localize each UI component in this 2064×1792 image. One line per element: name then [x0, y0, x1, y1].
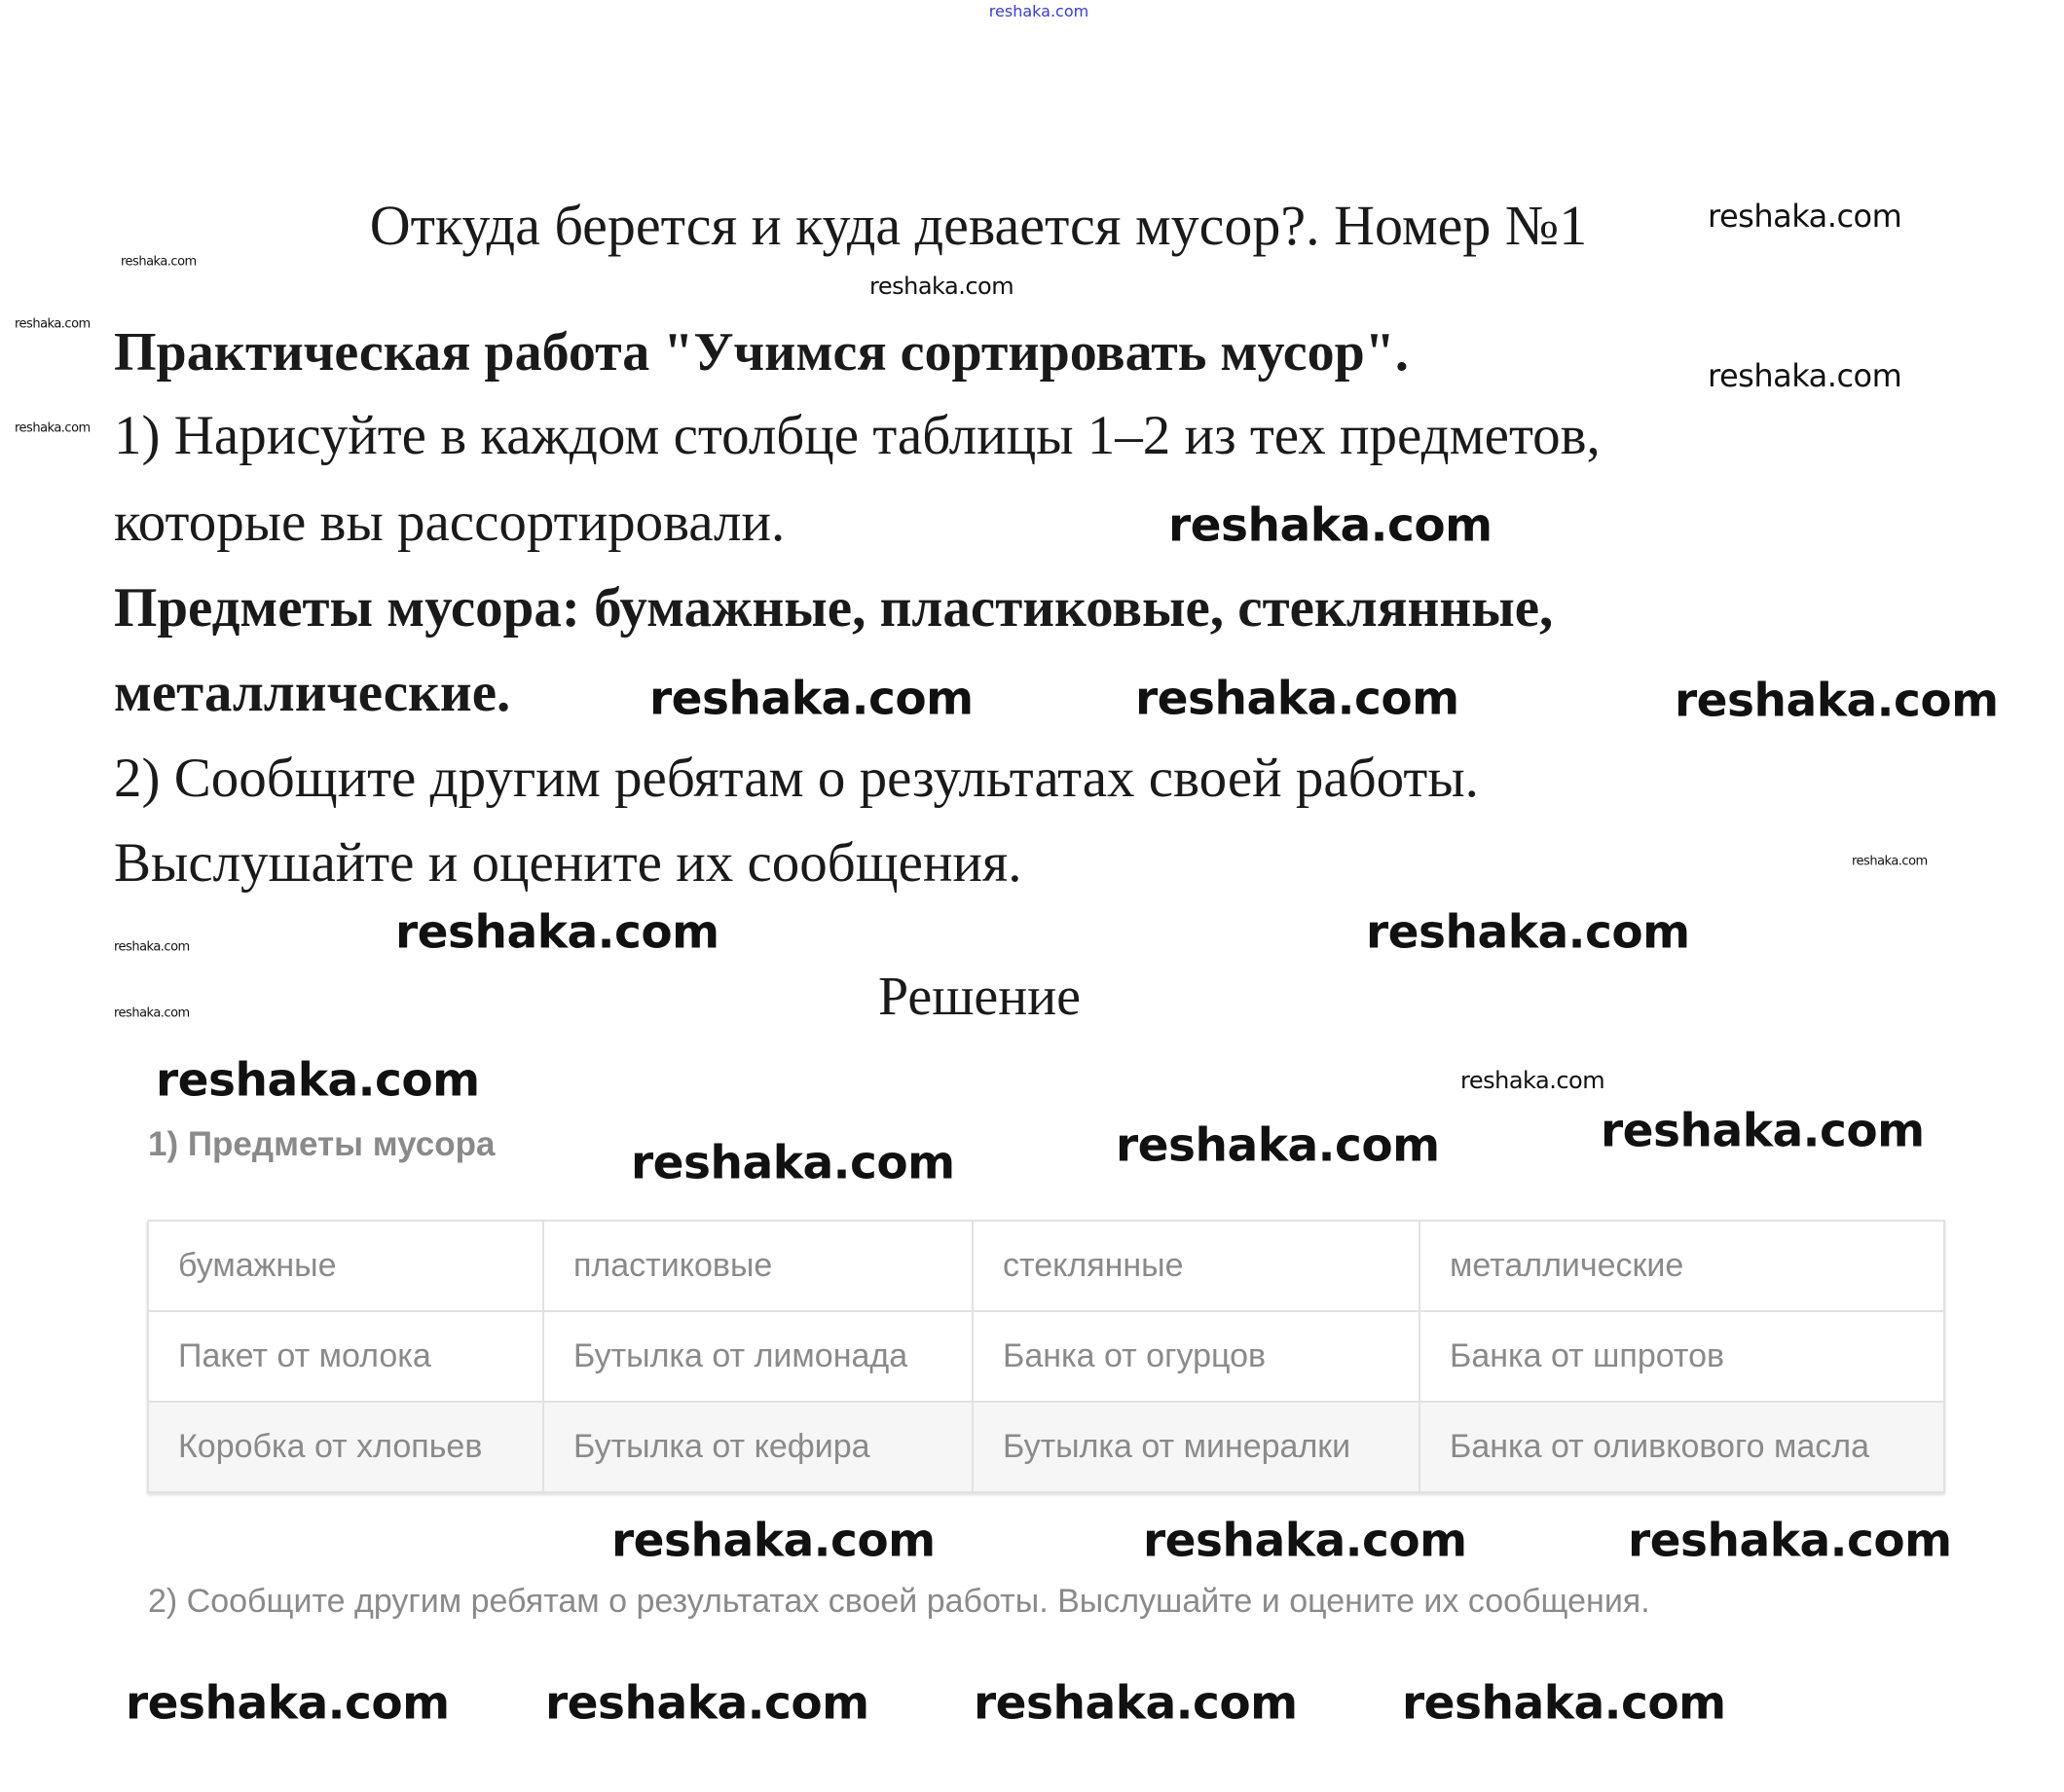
task-line-2: которые вы рассортировали. [114, 492, 786, 553]
watermark: reshaka.com [1852, 854, 1928, 869]
top-site-link[interactable]: reshaka.com [988, 2, 1089, 20]
table-cell: Банка от шпротов [1419, 1311, 1944, 1402]
watermark: reshaka.com [1601, 1104, 1925, 1158]
watermark: reshaka.com [1460, 1067, 1605, 1094]
table-cell: Коробка от хлопьев [148, 1402, 543, 1492]
watermark: reshaka.com [156, 1053, 480, 1108]
table-cell: бумажные [148, 1221, 543, 1311]
watermark: reshaka.com [15, 421, 91, 436]
task-line-6: Выслушайте и оцените их сообщения. [114, 832, 1022, 894]
watermark: reshaka.com [631, 1136, 955, 1190]
table-cell: Банка от оливкового масла [1419, 1402, 1944, 1492]
watermark: reshaka.com [1143, 1514, 1467, 1568]
watermark: reshaka.com [121, 254, 197, 270]
watermark: reshaka.com [1708, 198, 1902, 235]
trash-table [147, 1220, 1945, 1493]
watermark: reshaka.com [1135, 672, 1459, 726]
watermark: reshaka.com [1708, 357, 1902, 394]
table-row [148, 1402, 1944, 1492]
watermark: reshaka.com [126, 1676, 450, 1731]
table-cell: стеклянные [973, 1221, 1419, 1311]
table-cell: Банка от огурцов [973, 1311, 1419, 1402]
watermark: reshaka.com [1628, 1514, 1952, 1568]
watermark: reshaka.com [1116, 1118, 1440, 1173]
watermark: reshaka.com [1168, 498, 1493, 553]
watermark: reshaka.com [395, 905, 719, 960]
watermark: reshaka.com [869, 273, 1014, 300]
watermark: reshaka.com [114, 1006, 190, 1021]
watermark: reshaka.com [974, 1676, 1298, 1731]
table-cell: Бутылка от лимонада [543, 1311, 973, 1402]
table-cell: пластиковые [543, 1221, 973, 1311]
table-cell: металлические [1419, 1221, 1944, 1311]
watermark: reshaka.com [114, 939, 190, 955]
watermark: reshaka.com [611, 1514, 936, 1568]
task-line-1: 1) Нарисуйте в каждом столбце таблицы 1–2 из тех предметов, [114, 405, 1601, 466]
table-header-row [148, 1221, 1944, 1311]
solution-section-2: 2) Сообщите другим ребятам о результатах своей работы. Выслушайте и оцените их сообщения. [148, 1583, 1650, 1620]
watermark: reshaka.com [649, 672, 974, 726]
watermark: reshaka.com [15, 316, 91, 332]
page-title: Откуда берется и куда девается мусор?. Номер №1 [369, 194, 1588, 257]
solution-section-1: 1) Предметы мусора [148, 1125, 496, 1163]
task-line-3: Предметы мусора: бумажные, пластиковые, стеклянные, [114, 577, 1554, 639]
watermark: reshaka.com [1675, 674, 1999, 728]
solution-title: Решение [877, 967, 1082, 1027]
task-heading: Практическая работа "Учимся сортировать мусор". [114, 322, 1409, 383]
watermark: reshaka.com [1366, 905, 1690, 960]
table-cell: Пакет от молока [148, 1311, 543, 1402]
table-cell: Бутылка от кефира [543, 1402, 973, 1492]
table-cell: Бутылка от минералки [973, 1402, 1419, 1492]
task-line-5: 2) Сообщите другим ребятам о результатах своей работы. [114, 748, 1479, 809]
table-row [148, 1311, 1944, 1402]
watermark: reshaka.com [545, 1676, 869, 1731]
watermark: reshaka.com [1402, 1676, 1726, 1731]
task-line-4: металлические. [114, 662, 511, 723]
